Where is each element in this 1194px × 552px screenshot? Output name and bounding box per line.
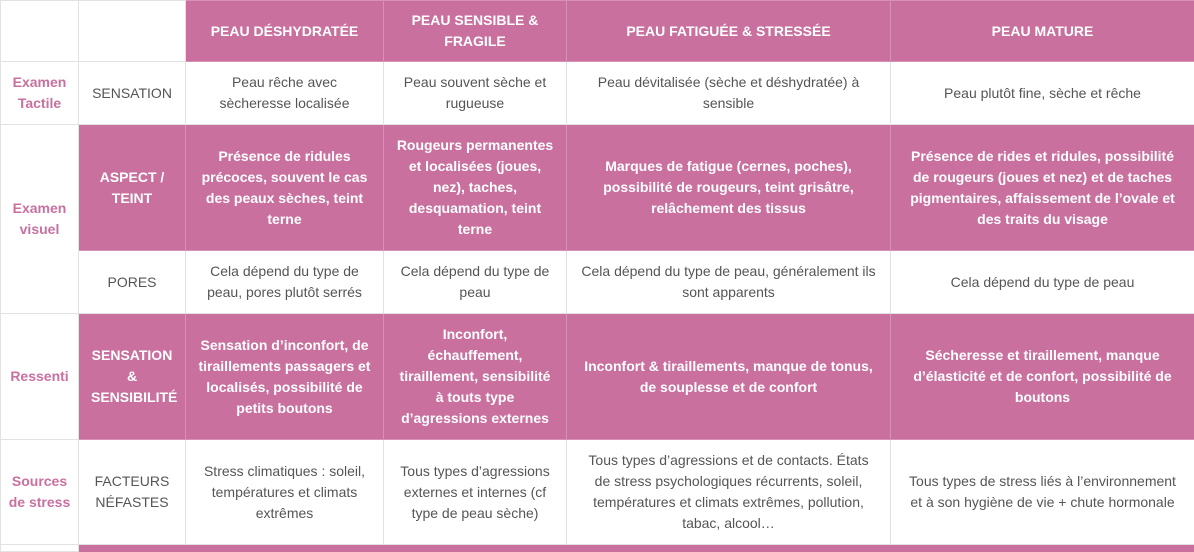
table-cell: Peau rêche avec sècheresse localisée: [186, 62, 384, 125]
table-cell: Inconfort, échauffement, tiraillement, sensibilité à touts type d’agressions externes: [384, 314, 567, 440]
table-cell: Stress climatiques : soleil, températures et climats extrêmes: [186, 440, 384, 545]
table-cell: Tous types d’agressions externes et internes (cf type de peau sèche): [384, 440, 567, 545]
table-cell: [186, 545, 384, 552]
table-cell: Peau dévitalisée (sèche et déshydratée) à sensible: [567, 62, 891, 125]
header-dehydrated-skin: PEAU DÉSHYDRATÉE: [186, 1, 384, 62]
table-cell: [79, 545, 186, 552]
category-label: Examen visuel: [1, 125, 79, 314]
table-cell: Présence de rides et ridules, possibilité de rougeurs (joues et nez) et de taches pigmentaires, affaissement de l’ovale et des traits du visage: [891, 125, 1194, 251]
table-row: [1, 62, 1194, 125]
table-cell: Inconfort & tiraillements, manque de tonus, de souplesse et de confort: [567, 314, 891, 440]
criterion-label: FACTEURS NÉFASTES: [79, 440, 186, 545]
criterion-label: ASPECT / TEINT: [79, 125, 186, 251]
header-corner-cell: [79, 1, 186, 62]
table-cell: Présence de ridules précoces, souvent le cas des peaux sèches, teint terne: [186, 125, 384, 251]
table-row: [1, 251, 1194, 314]
table-cell: Tous types de stress liés à l’environnement et à son hygiène de vie + chute hormonale: [891, 440, 1194, 545]
header-sensitive-skin: PEAU SENSIBLE & FRAGILE: [384, 1, 567, 62]
category-label: Sources de stress: [1, 440, 79, 545]
table-cell: [891, 545, 1194, 552]
table-cell: [567, 545, 891, 552]
table-cell: Cela dépend du type de peau: [891, 251, 1194, 314]
table-header-row: [1, 1, 1194, 62]
table-row: [1, 125, 1194, 251]
table-cell: [384, 545, 567, 552]
table-cell: Cela dépend du type de peau, pores plutôt serrés: [186, 251, 384, 314]
table-cell: Sensation d’inconfort, de tiraillements passagers et localisés, possibilité de petits boutons: [186, 314, 384, 440]
table-cell: Peau souvent sèche et rugueuse: [384, 62, 567, 125]
header-mature-skin: PEAU MATURE: [891, 1, 1194, 62]
header-corner-cell: [1, 1, 79, 62]
category-label: Examen Tactile: [1, 62, 79, 125]
criterion-label: PORES: [79, 251, 186, 314]
table-row-cut-off: [1, 545, 1194, 552]
table-cell: Rougeurs permanentes et localisées (joues, nez), taches, desquamation, teint terne: [384, 125, 567, 251]
table-cell: Marques de fatigue (cernes, poches), possibilité de rougeurs, teint grisâtre, relâchement des tissus: [567, 125, 891, 251]
table-cell: Cela dépend du type de peau: [384, 251, 567, 314]
header-tired-skin: PEAU FATIGUÉE & STRESSÉE: [567, 1, 891, 62]
criterion-label: SENSATION: [79, 62, 186, 125]
table-row: [1, 440, 1194, 545]
table-cell: Cela dépend du type de peau, généralement ils sont apparents: [567, 251, 891, 314]
table-cell: Sécheresse et tiraillement, manque d’élasticité et de confort, possibilité de boutons: [891, 314, 1194, 440]
table-cell: Peau plutôt fine, sèche et rêche: [891, 62, 1194, 125]
criterion-label: SENSATION & SENSIBILITÉ: [79, 314, 186, 440]
table-cell: Tous types d’agressions et de contacts. États de stress psychologiques récurrents, soleil, températures et climats extrêmes, pollution, tabac, alcool…: [567, 440, 891, 545]
table-cell: [1, 545, 79, 552]
table-row: [1, 314, 1194, 440]
category-label: Ressenti: [1, 314, 79, 440]
